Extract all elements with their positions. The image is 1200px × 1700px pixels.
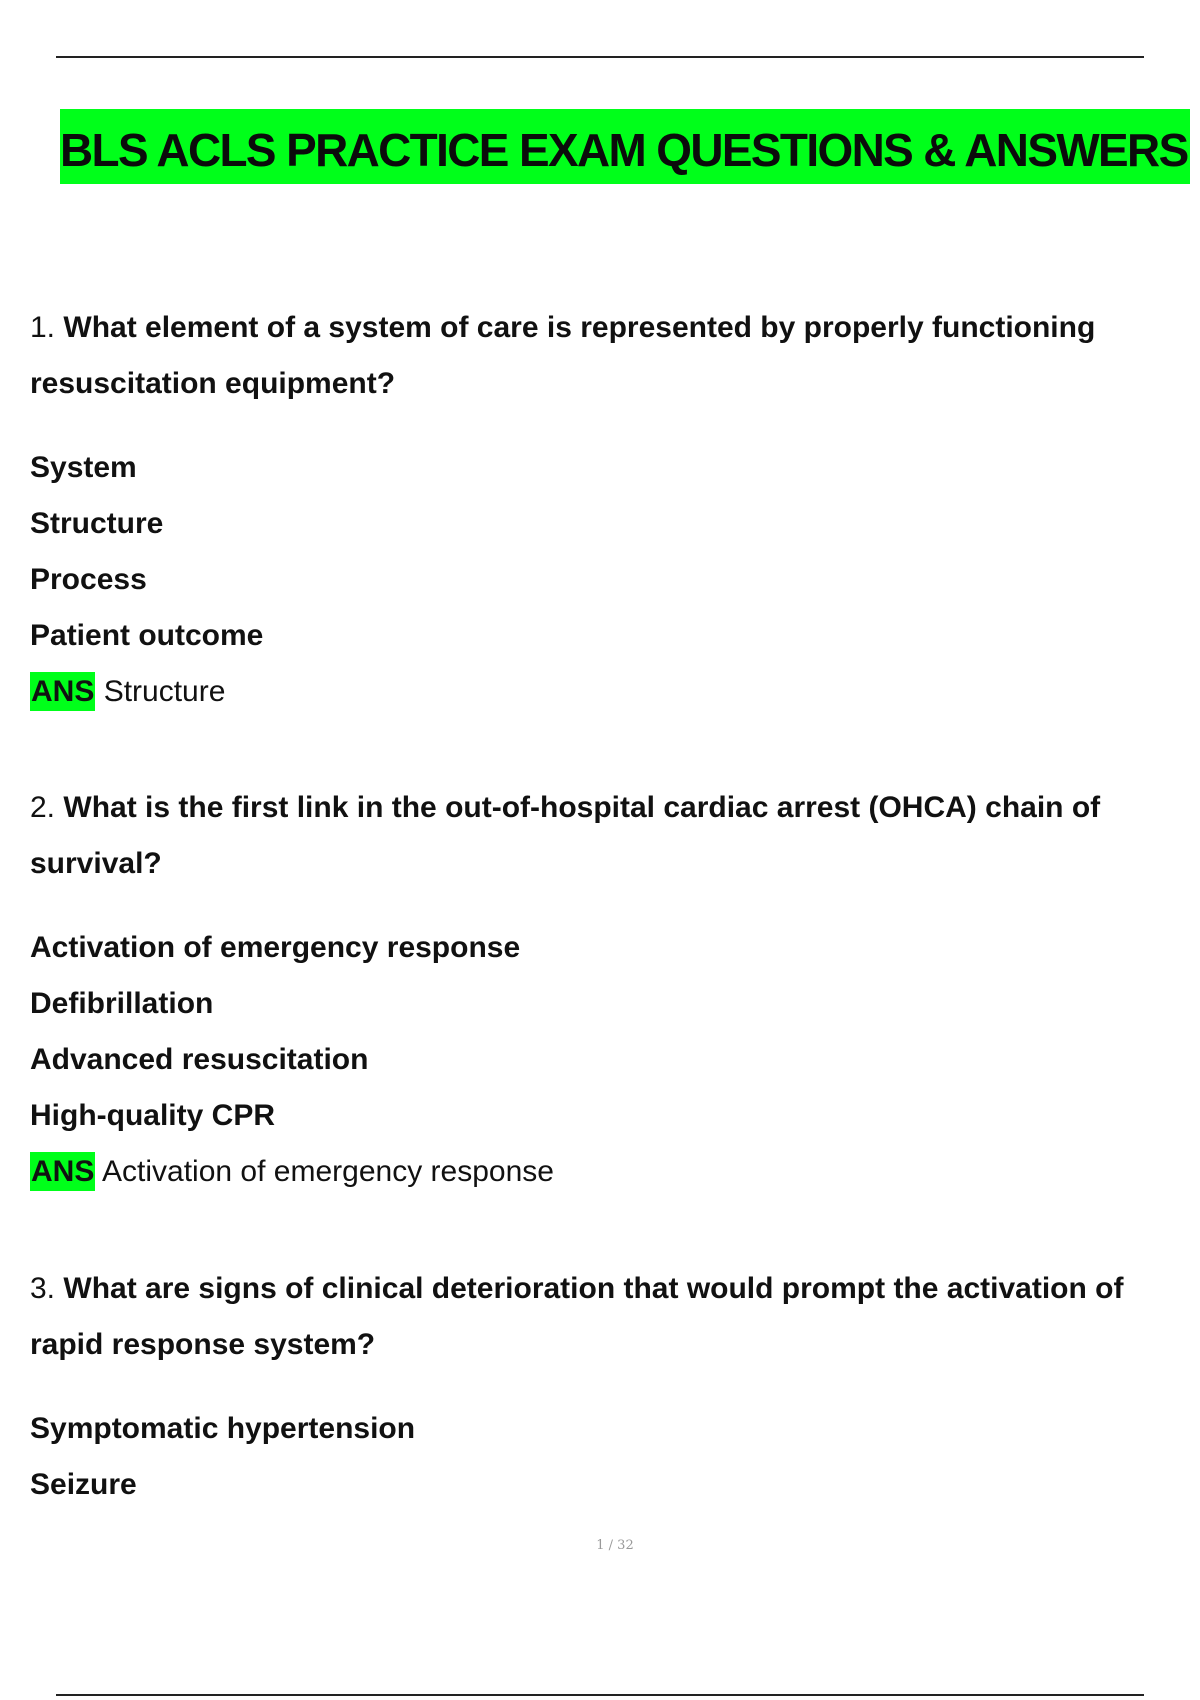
question-stem [30,780,1180,892]
title-highlight [60,109,1190,184]
option: Seizure [30,1468,137,1501]
page-indicator: 1 / 32 [596,1538,634,1553]
answer-line [30,664,1180,720]
option: Patient outcome [30,619,264,652]
answer-text: Activation of emergency response [102,1155,554,1188]
option-list [30,1401,1180,1513]
bottom-rule [56,1694,1144,1696]
question-number: 2. [30,791,56,824]
answer-line [30,1144,1180,1200]
top-rule [56,56,1144,58]
question-stem [30,300,1180,412]
option: Structure [30,507,164,540]
answer-label: ANS [30,672,95,711]
question-2 [30,780,1180,1200]
option-list [30,920,1180,1144]
option: High-quality CPR [30,1099,275,1132]
option: Activation of emergency response [30,931,521,964]
option-list [30,440,1180,664]
option: Symptomatic hypertension [30,1412,416,1445]
option: Advanced resuscitation [30,1043,369,1076]
question-1 [30,300,1180,720]
answer-label: ANS [30,1152,95,1191]
question-text: What are signs of clinical deterioration that would prompt the activation of rapid response system? [30,1272,1124,1361]
question-number: 3. [30,1272,56,1305]
answer-text: Structure [103,675,226,708]
question-stem [30,1261,1180,1373]
question-3 [30,1261,1180,1513]
question-text: What element of a system of care is represented by properly functioning resuscitation equipment? [30,311,1096,400]
option: System [30,451,137,484]
option: Process [30,563,147,596]
question-text: What is the first link in the out-of-hospital cardiac arrest (OHCA) chain of survival? [30,791,1101,880]
option: Defibrillation [30,987,214,1020]
question-number: 1. [30,311,56,344]
document-title: BLS ACLS PRACTICE EXAM QUESTIONS & ANSWERS [60,124,1188,176]
